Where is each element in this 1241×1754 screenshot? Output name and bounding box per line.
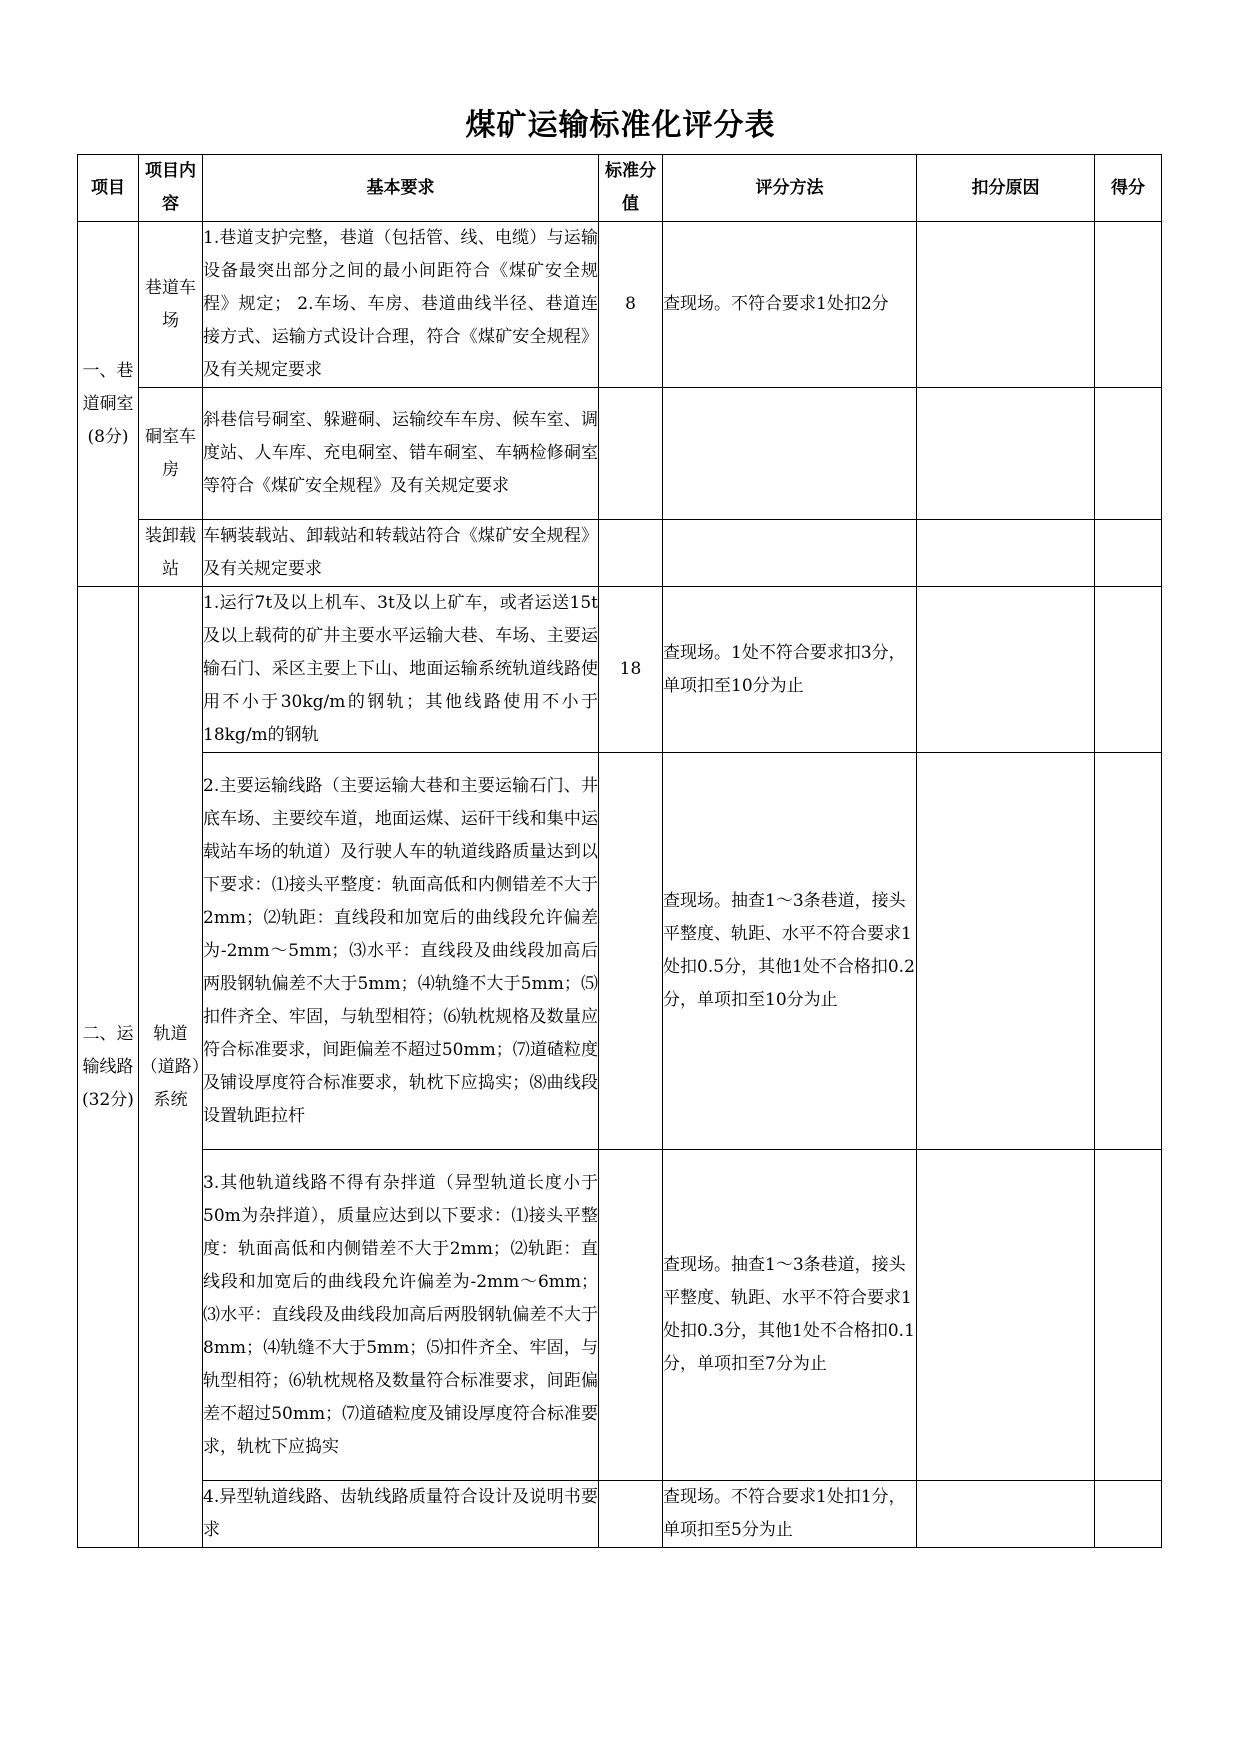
row-requirement: 3.其他轨道线路不得有杂拌道（异型轨道长度小于50m为杂拌道），质量应达到以下要求：⑴接头平整度：轨面高低和内侧错差不大于2mm；⑵轨距：直线段和加宽后的曲线段允许偏差为-2mm～6mm；⑶水平：直线段及曲线段加高后两股钢轨偏差不大于8mm；⑷轨缝不大于5mm；⑸扣件齐全、牢固，与轨型相符；⑹轨枕规格及数量符合标准要求，间距偏差不超过50mm；⑺道碴粒度及铺设厚度符合标准要求，轨枕下应捣实 bbox=[203, 1150, 599, 1481]
section-item: 二、运输线路(32分) bbox=[78, 587, 139, 1548]
row-requirement: 斜巷信号硐室、躲避硐、运输绞车车房、候车室、调度站、人车库、充电硐室、错车硐室、车辆检修硐室等符合《煤矿安全规程》及有关规定要求 bbox=[203, 388, 599, 520]
table-row bbox=[78, 388, 1162, 520]
page-title: 煤矿运输标准化评分表 bbox=[465, 108, 776, 143]
row-score[interactable] bbox=[1095, 222, 1162, 388]
row-method: 查现场。1处不符合要求扣3分，单项扣至10分为止 bbox=[663, 587, 917, 753]
row-standard-score bbox=[599, 388, 663, 520]
header-deduction-reason: 扣分原因 bbox=[917, 155, 1095, 222]
row-deduction-reason[interactable] bbox=[917, 587, 1095, 753]
row-requirement: 2.主要运输线路（主要运输大巷和主要运输石门、井底车场、主要绞车道，地面运煤、运矸干线和集中运载站车场的轨道）及行驶人车的轨道线路质量达到以下要求：⑴接头平整度：轨面高低和内侧错差不大于2mm；⑵轨距：直线段和加宽后的曲线段允许偏差为-2mm～5mm；⑶水平：直线段及曲线段加高后两股钢轨偏差不大于5mm；⑷轨缝不大于5mm；⑸扣件齐全、牢固，与轨型相符；⑹轨枕规格及数量应符合标准要求，间距偏差不超过50mm；⑺道碴粒度及铺设厚度符合标准要求，轨枕下应捣实；⑻曲线段设置轨距拉杆 bbox=[203, 753, 599, 1150]
row-method bbox=[663, 388, 917, 520]
row-requirement: 4.异型轨道线路、齿轨线路质量符合设计及说明书要求 bbox=[203, 1481, 599, 1548]
row-deduction-reason[interactable] bbox=[917, 1481, 1095, 1548]
row-content: 硐室车房 bbox=[139, 388, 203, 520]
row-deduction-reason[interactable] bbox=[917, 520, 1095, 587]
row-standard-score: 18 bbox=[599, 587, 663, 753]
row-content: 装卸载站 bbox=[139, 520, 203, 587]
header-content: 项目内容 bbox=[139, 155, 203, 222]
row-method: 查现场。不符合要求1处扣1分，单项扣至5分为止 bbox=[663, 1481, 917, 1548]
table-row bbox=[78, 1481, 1162, 1548]
row-score[interactable] bbox=[1095, 388, 1162, 520]
row-deduction-reason[interactable] bbox=[917, 388, 1095, 520]
row-standard-score: 8 bbox=[599, 222, 663, 388]
header-requirement: 基本要求 bbox=[203, 155, 599, 222]
table-row bbox=[78, 753, 1162, 1150]
row-score[interactable] bbox=[1095, 753, 1162, 1150]
header-item: 项目 bbox=[78, 155, 139, 222]
row-requirement: 1.运行7t及以上机车、3t及以上矿车，或者运送15t及以上载荷的矿井主要水平运输大巷、车场、主要运输石门、采区主要上下山、地面运输系统轨道线路使用不小于30kg/m的钢轨；其他线路使用不小于18kg/m的钢轨 bbox=[203, 587, 599, 753]
header-standard-score: 标准分值 bbox=[599, 155, 663, 222]
row-deduction-reason[interactable] bbox=[917, 1150, 1095, 1481]
row-content: 巷道车场 bbox=[139, 222, 203, 388]
row-score[interactable] bbox=[1095, 1150, 1162, 1481]
row-deduction-reason[interactable] bbox=[917, 753, 1095, 1150]
row-content: 轨道（道路）系统 bbox=[139, 587, 203, 1548]
table-row bbox=[78, 587, 1162, 753]
row-requirement: 1.巷道支护完整，巷道（包括管、线、电缆）与运输设备最突出部分之间的最小间距符合《煤矿安全规程》规定； 2.车场、车房、巷道曲线半径、巷道连接方式、运输方式设计合理，符合《煤矿安全规程》及有关规定要求 bbox=[203, 222, 599, 388]
row-standard-score bbox=[599, 753, 663, 1150]
row-score[interactable] bbox=[1095, 520, 1162, 587]
row-requirement: 车辆装载站、卸载站和转载站符合《煤矿安全规程》及有关规定要求 bbox=[203, 520, 599, 587]
row-method bbox=[663, 520, 917, 587]
header-method: 评分方法 bbox=[663, 155, 917, 222]
scoring-table bbox=[77, 154, 1162, 1548]
table-row bbox=[78, 520, 1162, 587]
row-score[interactable] bbox=[1095, 587, 1162, 753]
header-row bbox=[78, 155, 1162, 222]
table-row bbox=[78, 222, 1162, 388]
row-deduction-reason[interactable] bbox=[917, 222, 1095, 388]
row-method: 查现场。抽查1～3条巷道，接头平整度、轨距、水平不符合要求1处扣0.5分，其他1处不合格扣0.2分，单项扣至10分为止 bbox=[663, 753, 917, 1150]
header-score: 得分 bbox=[1095, 155, 1162, 222]
table-row bbox=[78, 1150, 1162, 1481]
row-score[interactable] bbox=[1095, 1481, 1162, 1548]
row-method: 查现场。抽查1～3条巷道，接头平整度、轨距、水平不符合要求1处扣0.3分，其他1处不合格扣0.1分，单项扣至7分为止 bbox=[663, 1150, 917, 1481]
row-standard-score bbox=[599, 520, 663, 587]
row-standard-score bbox=[599, 1150, 663, 1481]
section-item: 一、巷道硐室(8分) bbox=[78, 222, 139, 587]
row-method: 查现场。不符合要求1处扣2分 bbox=[663, 222, 917, 388]
row-standard-score bbox=[599, 1481, 663, 1548]
